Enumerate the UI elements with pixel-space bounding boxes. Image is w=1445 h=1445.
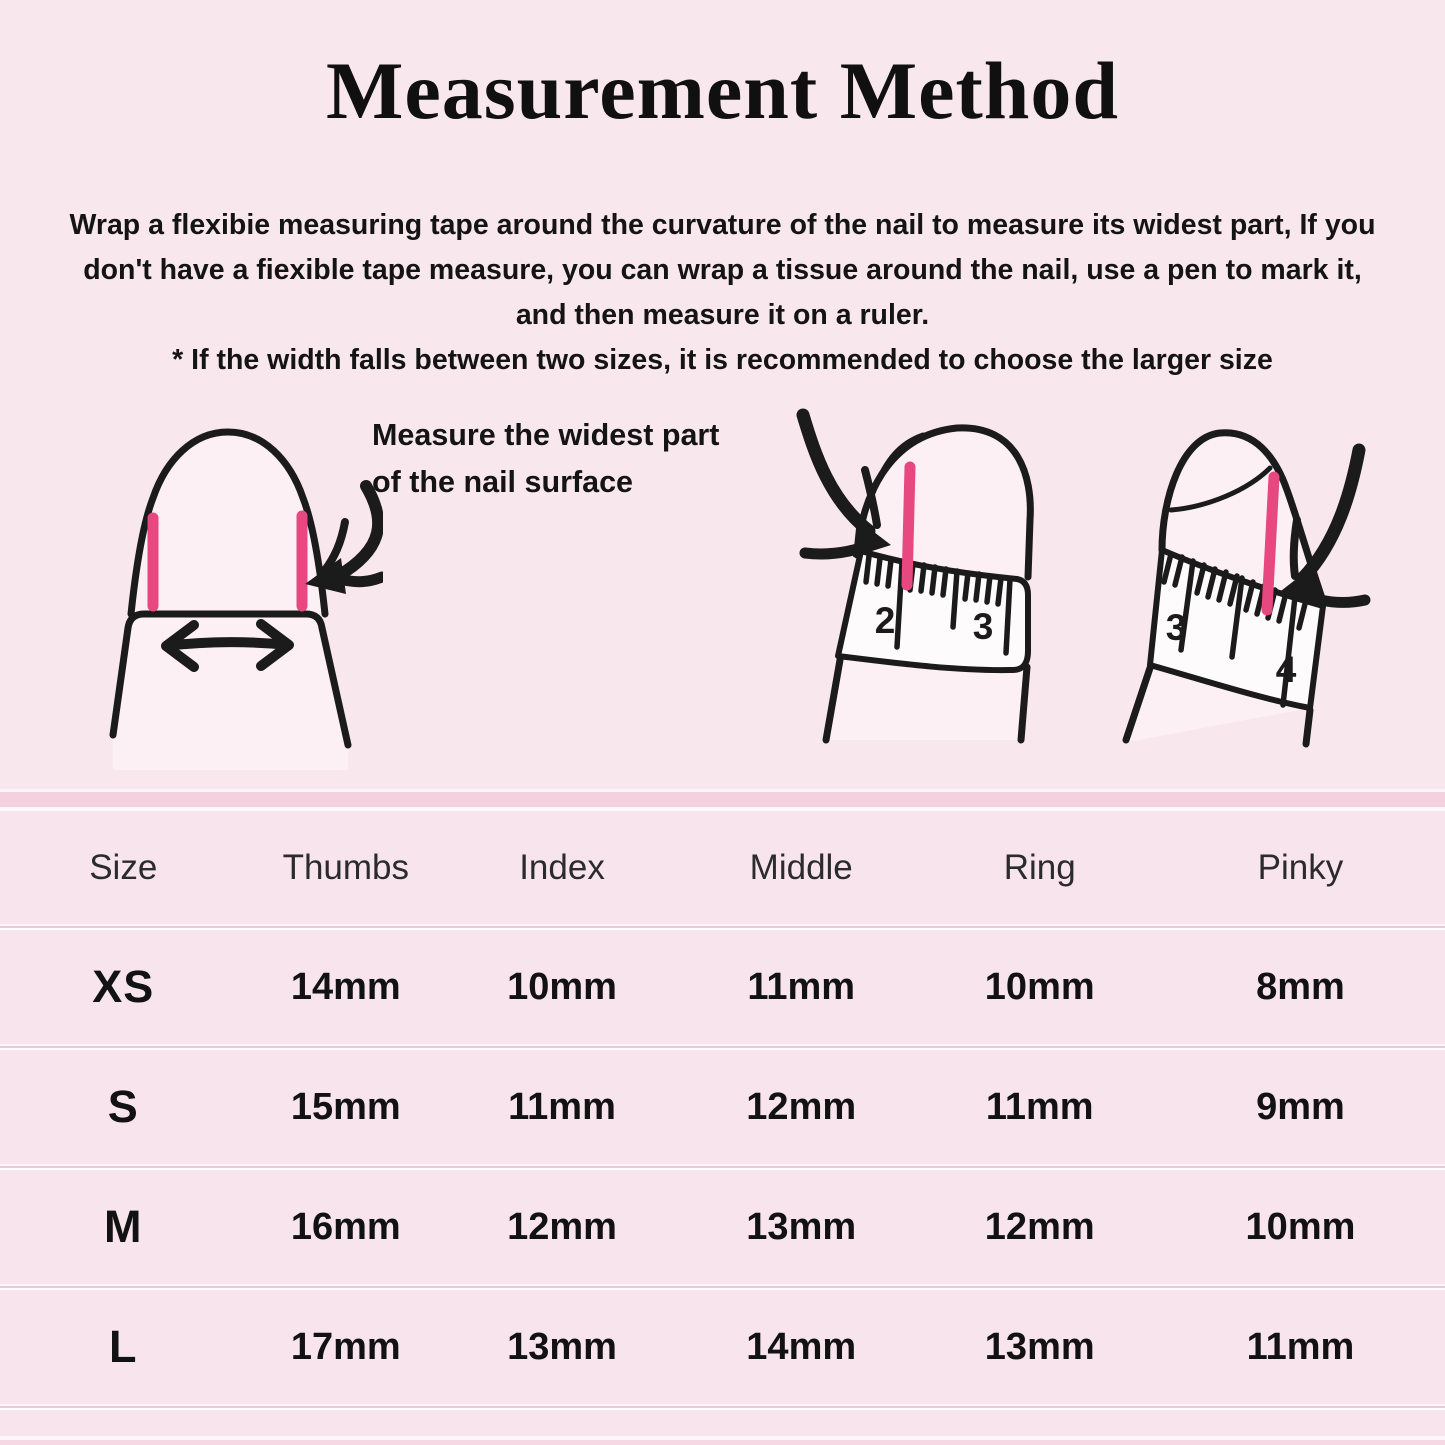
value-thumbs: 15mm [290,1085,401,1128]
instructions-line-2: don't have a fiexible tape measure, you can wrap a tissue around the nail, use a pen to mark it, [83,254,1362,286]
finger-lower-right [1306,710,1310,744]
tape-measure-diagram-right [1113,392,1445,768]
bottom-edge-band [0,1440,1445,1445]
page-title: Measurement Method [325,45,1120,136]
table-row-l [0,1290,1445,1404]
value-index: 13mm [507,1325,617,1368]
instructions-line-4: * If the width falls between two sizes, it is recommended to choose the larger size [172,344,1273,376]
value-middle: 11mm [747,965,856,1008]
tape-number: 4 [1275,649,1297,690]
tape-measure-diagram-left [785,395,1115,763]
header-size: Size [89,847,158,887]
value-thumbs: 14mm [290,965,401,1008]
value-middle: 13mm [746,1205,857,1248]
value-ring: 10mm [984,965,1095,1008]
value-middle: 14mm [746,1325,857,1368]
value-pinky: 8mm [1256,965,1345,1008]
value-pinky: 9mm [1256,1085,1345,1128]
header-pinky: Pinky [1257,847,1344,887]
value-middle: 12mm [746,1085,857,1128]
value-ring: 11mm [985,1085,1094,1128]
pink-marker-line [1267,477,1274,610]
value-ring: 13mm [984,1325,1095,1368]
table-row-m [0,1170,1445,1284]
value-pinky: 10mm [1245,1205,1356,1248]
value-ring: 12mm [984,1205,1095,1248]
tape-number: 3 [1165,607,1187,648]
value-index: 11mm [508,1085,616,1128]
value-thumbs: 17mm [290,1325,401,1368]
size-label: S [107,1081,139,1132]
value-index: 10mm [507,965,617,1008]
size-label: M [104,1201,143,1252]
value-index: 12mm [507,1205,617,1248]
header-index: Index [519,847,605,887]
nail-fill [131,432,325,614]
pink-marker-line [907,467,910,585]
value-pinky: 11mm [1246,1325,1355,1368]
header-ring: Ring [1003,847,1076,887]
tape-number: 3 [972,606,994,647]
header-thumbs: Thumbs [282,847,409,887]
instructions [0,203,1445,383]
table-row-s [0,1050,1445,1164]
table-header-row [0,811,1445,924]
tape-number: 2 [874,600,896,641]
section-divider [0,789,1445,811]
size-label: L [109,1321,138,1372]
table-row-xs [0,930,1445,1044]
size-table [0,811,1445,1445]
front-nail-diagram [98,398,383,770]
size-label: XS [92,961,155,1012]
instructions-line-3: and then measure it on a ruler. [515,299,930,331]
value-thumbs: 16mm [290,1205,401,1248]
table-bottom-strip [0,1410,1445,1436]
header-middle: Middle [749,847,853,887]
caption-line-1: Measure the widest part [372,418,720,452]
instructions-line-1: Wrap a flexibie measuring tape around the curvature of the nail to measure its widest part, If you [69,209,1376,241]
caption-line-2: of the nail surface [372,465,634,499]
diagram-caption [372,412,719,506]
